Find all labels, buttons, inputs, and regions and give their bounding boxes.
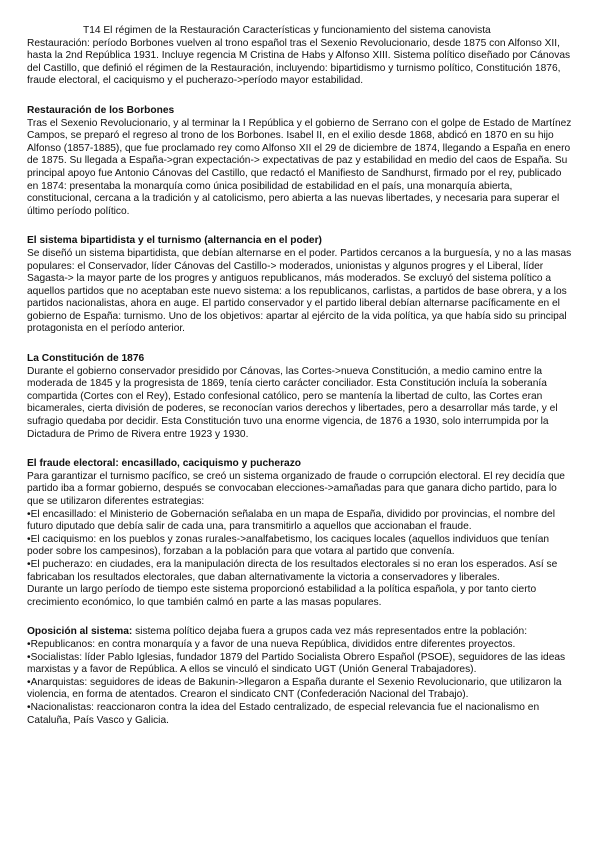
document-title: T14 El régimen de la Restauración Características y funcionamiento del sistema canovista [83, 25, 491, 36]
list-item: • El encasillado: el Ministerio de Gobernación señalaba en un mapa de España, dividido por provincias, el nombre del futuro diputado que debía salir de cada una, para transmitirlo a aquellos que accionaban el fraude. [27, 509, 575, 534]
section-heading: La Constitución de 1876 [27, 353, 145, 365]
section-intro-text: sistema político dejaba fuera a grupos cada vez más representados entre la población: [132, 626, 528, 638]
section-paragraph: Tras el Sexenio Revolucionario, y al terminar la I República y el gobierno de Serrano con el golpe de Estado de Martínez Campos, se preparó el regreso al trono de los Borbones. Isabel II, en el exilio desde 1868, abdicó en 1870 en su hijo Alfonso (1857-1885), que fue proclamado rey como Alfonso XII el 29 de diciembre de 1874, llegando a España en enero de 1875. Su llegada a España->gran expectación-> expectativas de paz y estabilidad en medio del caos de España. Su principal apoyo fue Antonio Cánovas del Castillo, que redactó el Manifiesto de Sandhurst, firmado por el rey, publicado en 1874: presentaba la monarquía como única posibilidad de estabilidad en el país, una monarquía abierta, constitucional, cercana a la tradición y al catolicismo, pero abierta a las nuevas libertades, y necesaria para superar el último período político. [27, 117, 572, 217]
section-paragraph: Durante un largo período de tiempo este sistema proporcionó estabilidad a la política española, y por tanto cierto crecimiento económico, lo que también calmó en parte a las masas populares. [27, 584, 537, 608]
section-bipartidismo [27, 235, 575, 336]
intro-paragraph: Restauración: período Borbones vuelven al trono español tras el Sexenio Revolucionario, desde 1875 con Alfonso XII, hasta la 2nd República 1931. Incluye regencia M Cristina de Habs y Alfonso XIII. Sistema político diseñado por Cánovas del Castillo, que definió el régimen de la Restauración, incluyendo: bipartidismo y turnismo político, Constitución 1876, fraude electoral, el caciquismo y el pucherazo->período mayor estabilidad. [27, 37, 571, 87]
section-heading: Restauración de los Borbones [27, 104, 175, 116]
section-oposicion [27, 626, 575, 727]
list-item: • Anarquistas: seguidores de ideas de Bakunin->llegaron a España durante el Sexenio Revolucionario, que utilizaron la violencia, en forma de atentados. Crearon el sindicato CNT (Confederación Nacional del Trabajo). [27, 677, 575, 702]
intro-block [27, 25, 575, 88]
list-item: • Nacionalistas: reaccionaron contra la idea del Estado centralizado, de especial relevancia fue el nacionalismo en Cataluña, País Vasco y Galicia. [27, 702, 575, 727]
section-paragraph [27, 626, 575, 639]
section-heading: El fraude electoral: encasillado, caciquismo y pucherazo [27, 458, 302, 470]
section-fraude [27, 458, 575, 609]
list-item: • El caciquismo: en los pueblos y zonas rurales->analfabetismo, los caciques locales (aquellos individuos que tenían poder sobre los campesinos), forzaban a la población para que votara al partido que convenía. [27, 534, 575, 559]
section-constitucion [27, 353, 575, 441]
document-page [27, 25, 575, 744]
section-paragraph: Se diseñó un sistema bipartidista, que debían alternarse en el poder. Partidos cercanos a la burguesía, y no a las masas populares: el Conservador, líder Cánovas del Castillo-> moderados, unionistas y algunos progres y el Liberal, líder Sagasta-> la mayor parte de los progres y antiguos republicanos, más moderados. Se excluyó del sistema político a aquellos partidos que no aceptaban este nuevo sistema: a los republicanos, carlistas, a partidos de base obrera, y a los partidos nacionalistas, ahora en auge. El partido conservador y el partido liberal debían alternarse pacíficamente en el gobierno de España: turnismo. Uno de los objetivos: apartar al ejército de la vida política, ya que había sido su principal protagonista en el período anterior. [27, 247, 572, 335]
section-paragraph: Para garantizar el turnismo pacífico, se creó un sistema organizado de fraude o corrupción electoral. El rey decidía que partido iba a formar gobierno, después se convocaban elecciones->amañadas para que ganara dicho partido, para lo que se utilizaron diferentes estrategias: [27, 470, 565, 507]
list-item: • El pucherazo: en ciudades, era la manipulación directa de los resultados electorales si no eran los esperados. Así se fabricaban los resultados electorales, que daban alternativamente la victoria a conservadores y liberales. [27, 559, 575, 584]
list-item: • Socialistas: líder Pablo Iglesias, fundador 1879 del Partido Socialista Obrero Español (PSOE), seguidores de las ideas marxistas y a favor de República. A ellos se vinculó el sindicato UGT (Unión General Trabajadores). [27, 652, 575, 677]
list-item: • Republicanos: en contra monarquía y a favor de una nueva República, divididos entre diferentes proyectos. [27, 639, 575, 652]
section-heading: El sistema bipartidista y el turnismo (alternancia en el poder) [27, 235, 322, 247]
section-paragraph: Durante el gobierno conservador presidido por Cánovas, las Cortes->nueva Constitución, a medio camino entre la moderada de 1845 y la progresista de 1869, tenía cierto carácter conciliador. Esta Constitución incluía la soberanía compartida (Cortes con el Rey), Estado confesional católico, pero se mantenía la libertad de culto, las Cortes eran bicamerales, cierta división de poderes, se reconocían varios derechos y libertades, pero a desarrollar más tarde, y el sufragio quedaba por decidir. Esta Constitución tuvo una enorme vigencia, de 1876 a 1930, solo interrumpida por la Dictadura de Primo de Rivera entre 1923 y 1930. [27, 365, 558, 440]
section-heading: Oposición al sistema: [27, 626, 133, 638]
section-restauracion [27, 105, 575, 218]
